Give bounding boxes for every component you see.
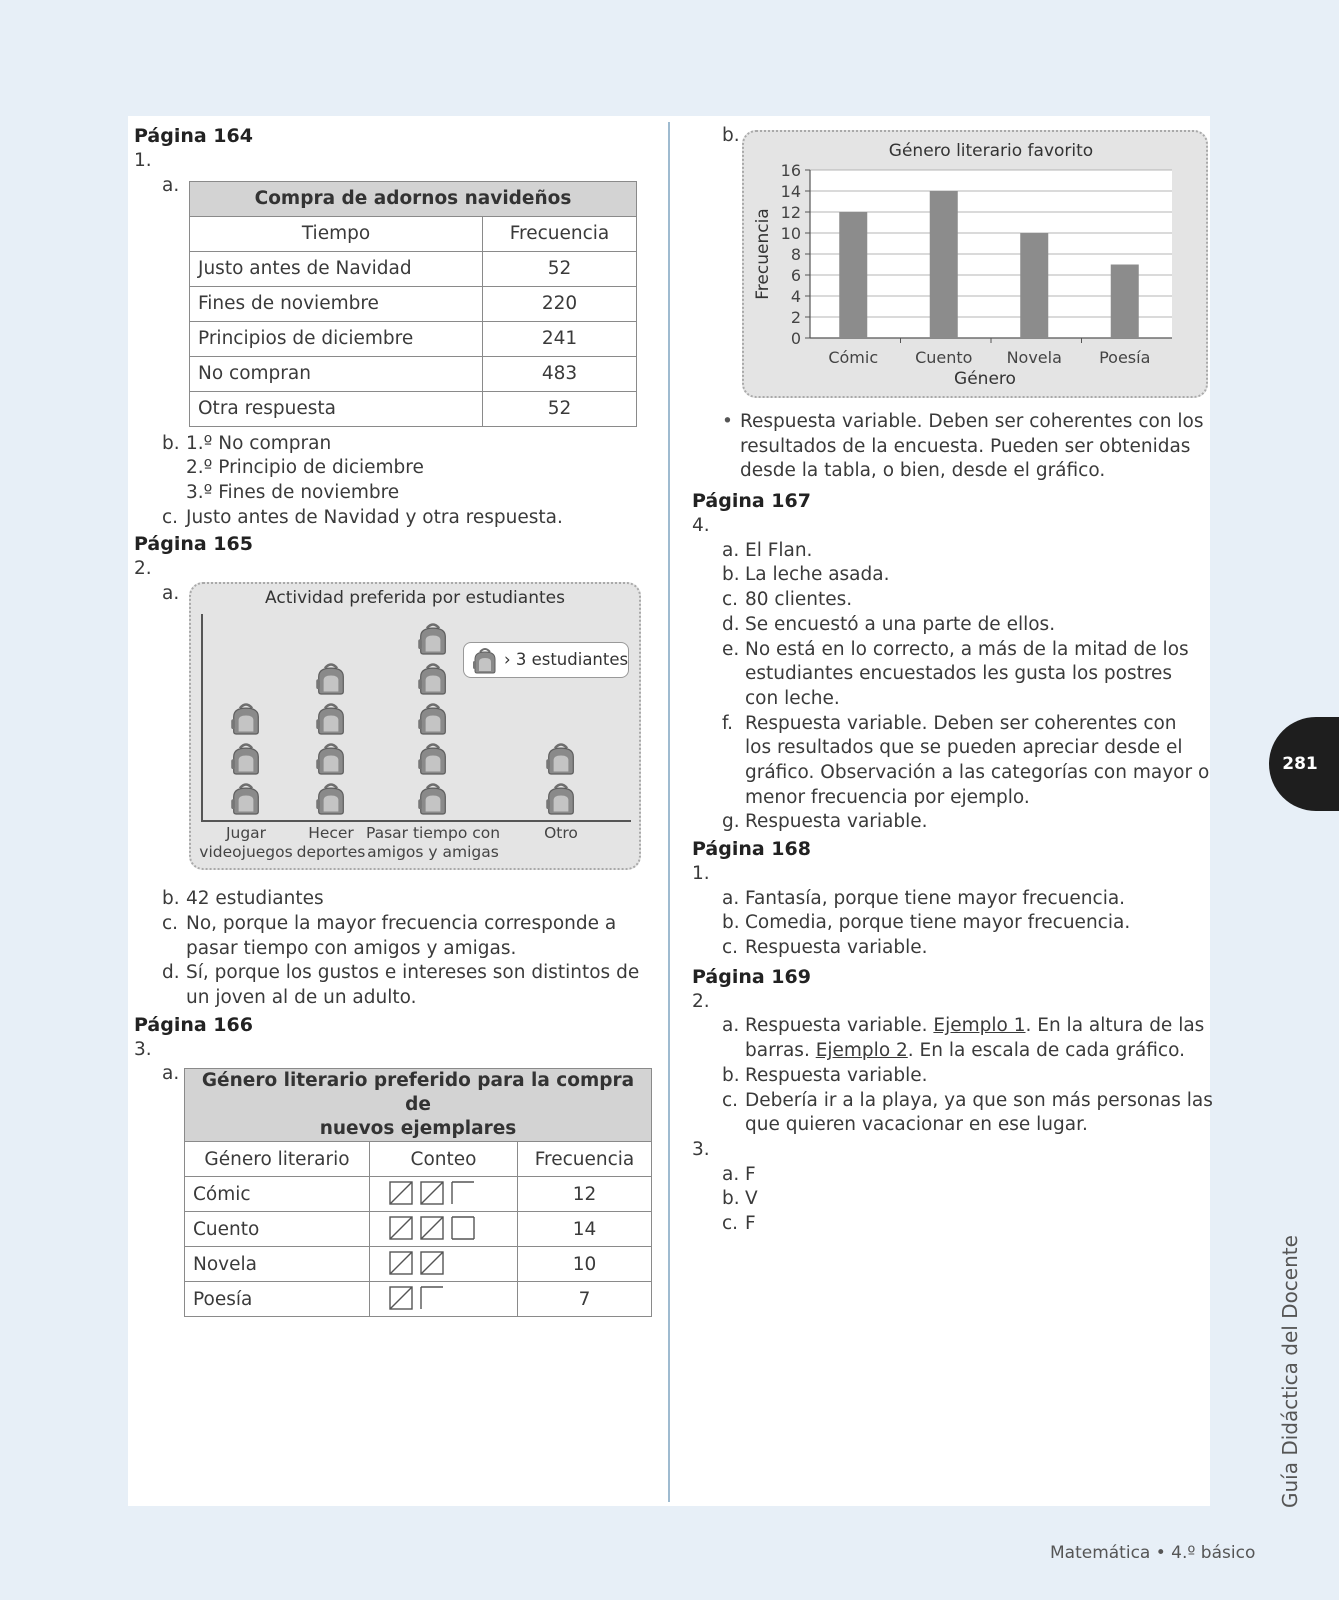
backpack-icon bbox=[230, 700, 262, 740]
backpack-icon bbox=[545, 780, 577, 820]
item-label: c. bbox=[722, 1089, 739, 1111]
answer-text: Respuesta variable. bbox=[745, 937, 928, 959]
item-label: a. bbox=[722, 887, 740, 909]
tally-marks bbox=[370, 1177, 518, 1212]
list-item bbox=[692, 563, 1202, 588]
item-label: b. bbox=[722, 912, 740, 934]
backpack-icon bbox=[315, 660, 347, 700]
table-adornos bbox=[189, 181, 637, 427]
page-number-tab: 281 bbox=[1269, 717, 1339, 811]
table-row: Cuento 14 bbox=[185, 1212, 652, 1247]
category-label: Jugar videojuegos bbox=[199, 824, 293, 862]
answer-text: 42 estudiantes bbox=[186, 888, 324, 910]
answer-text: F bbox=[745, 1163, 756, 1185]
p165-a bbox=[134, 582, 654, 887]
bar bbox=[930, 191, 958, 338]
backpack-icon bbox=[230, 780, 262, 820]
answer-text: barras. Ejemplo 2. En la escala de cada gráfico. bbox=[745, 1040, 1185, 1062]
bullet: • bbox=[722, 411, 733, 432]
x-tick-label: Cómic bbox=[828, 348, 879, 367]
p166-a bbox=[134, 1062, 654, 1312]
table-row: Justo antes de Navidad 52 bbox=[190, 251, 637, 286]
p166-b bbox=[692, 124, 1202, 398]
backpack-icon bbox=[417, 620, 449, 660]
bar bbox=[1111, 265, 1139, 339]
example-link: Ejemplo 2 bbox=[815, 1040, 908, 1062]
backpack-icon bbox=[417, 700, 449, 740]
answer-text: con leche. bbox=[745, 687, 840, 709]
answer-text: 3.º Fines de noviembre bbox=[186, 482, 400, 504]
item-number: 4. bbox=[692, 515, 710, 537]
answer-text: Sí, porque los gustos e intereses son distintos de bbox=[186, 962, 640, 984]
item-label: e. bbox=[722, 638, 740, 660]
y-tick-label: 0 bbox=[790, 329, 801, 348]
backpack-icon bbox=[417, 740, 449, 780]
answer-text: resultados de la encuesta. Pueden ser obtenidas bbox=[740, 435, 1191, 457]
item-label: a. bbox=[162, 174, 180, 196]
item-label: c. bbox=[722, 937, 739, 959]
left-column bbox=[134, 124, 654, 1312]
item-label: c. bbox=[722, 1212, 739, 1234]
answer-text: 2.º Principio de diciembre bbox=[186, 457, 424, 479]
list-item bbox=[692, 911, 1202, 936]
item-label: c. bbox=[162, 506, 179, 528]
list-item bbox=[692, 539, 1202, 564]
table-header: Frecuencia bbox=[518, 1142, 652, 1177]
p164-a bbox=[134, 174, 654, 432]
list-item bbox=[692, 736, 1202, 761]
x-tick-label: Poesía bbox=[1099, 348, 1151, 367]
item-number: 1. bbox=[134, 150, 152, 171]
backpack-icon bbox=[315, 780, 347, 820]
heading-p166: Página 166 bbox=[134, 1013, 253, 1036]
y-tick-label: 2 bbox=[790, 308, 801, 327]
backpack-icon bbox=[315, 700, 347, 740]
answer-text: 80 clientes. bbox=[745, 589, 853, 611]
bar-chart-svg bbox=[744, 132, 1206, 396]
list-item bbox=[692, 613, 1202, 638]
table-caption: Género literario preferido para la compra de nuevos ejemplares bbox=[185, 1069, 652, 1142]
category-label: Hecer deportes bbox=[296, 824, 366, 862]
answer-text: Comedia, porque tiene mayor frecuencia. bbox=[745, 912, 1131, 934]
x-tick-label: Novela bbox=[1006, 348, 1062, 367]
item-label: d. bbox=[722, 613, 740, 635]
table-row: Cómic 12 bbox=[185, 1177, 652, 1212]
pictograph-chart bbox=[189, 582, 641, 870]
answer-text: pasar tiempo con amigos y amigas. bbox=[186, 937, 517, 959]
x-tick-label: Cuento bbox=[915, 348, 973, 367]
item-number: 2. bbox=[692, 990, 710, 1012]
p167-items bbox=[692, 539, 1210, 835]
item-label: b. bbox=[162, 432, 180, 454]
right-column bbox=[692, 124, 1213, 1237]
list-item bbox=[692, 936, 1202, 961]
y-axis-label: Frecuencia bbox=[753, 208, 773, 300]
p169-3-items bbox=[692, 1163, 1202, 1237]
item-label: b. bbox=[722, 1188, 740, 1210]
backpack-icon bbox=[545, 740, 577, 780]
legend-text: › 3 estudiantes bbox=[504, 650, 629, 670]
table-row: Fines de noviembre 220 bbox=[190, 286, 637, 321]
item-label: b. bbox=[162, 888, 180, 910]
tally-icon bbox=[378, 1283, 508, 1311]
item-label: a. bbox=[722, 1163, 740, 1185]
table-row: Otra respuesta 52 bbox=[190, 391, 637, 426]
answer-text: gráfico. Observación a las categorías con mayor o bbox=[745, 761, 1210, 783]
backpack-icon bbox=[315, 740, 347, 780]
item-label: a. bbox=[162, 583, 180, 605]
backpack-icon bbox=[417, 660, 449, 700]
answer-text: Justo antes de Navidad y otra respuesta. bbox=[186, 506, 563, 528]
bar bbox=[1020, 233, 1048, 338]
table-row: Poesía 7 bbox=[185, 1282, 652, 1317]
answer-text: que quieren vacacionar en ese lugar. bbox=[745, 1114, 1088, 1136]
list-item bbox=[692, 1212, 1202, 1237]
example-link: Ejemplo 1 bbox=[933, 1015, 1026, 1037]
heading-p165: Página 165 bbox=[134, 533, 253, 556]
list-item bbox=[692, 761, 1210, 786]
table-genero bbox=[184, 1068, 652, 1317]
answer-text: V bbox=[745, 1188, 758, 1210]
answer-text: Debería ir a la playa, ya que son más personas las bbox=[745, 1089, 1213, 1111]
answer-text: Respuesta variable. bbox=[745, 1064, 928, 1086]
y-tick-label: 8 bbox=[790, 245, 801, 264]
table-header: Conteo bbox=[370, 1142, 518, 1177]
tally-marks bbox=[370, 1282, 518, 1317]
bar bbox=[839, 212, 867, 338]
table-row: Principios de diciembre 241 bbox=[190, 321, 637, 356]
item-label: b. bbox=[722, 564, 740, 586]
p168-items bbox=[692, 887, 1202, 961]
answer-text: 1.º No compran bbox=[186, 432, 332, 454]
item-number: 1. bbox=[692, 863, 710, 884]
answer-text: Respuesta variable. Deben ser coherentes con los bbox=[740, 411, 1204, 432]
list-item bbox=[692, 687, 1202, 712]
table-header: Tiempo bbox=[190, 216, 483, 251]
list-item bbox=[692, 638, 1202, 663]
list-item bbox=[692, 810, 1202, 835]
item-number: 2. bbox=[134, 558, 152, 580]
item-number: 3. bbox=[692, 1138, 710, 1160]
answer-text: un joven al de un adulto. bbox=[186, 986, 417, 1008]
tally-icon bbox=[378, 1178, 508, 1206]
table-header: Frecuencia bbox=[483, 216, 637, 251]
item-label: c. bbox=[722, 589, 739, 611]
item-number: 3. bbox=[134, 1038, 152, 1060]
side-label: Guía Didáctica del Docente bbox=[1278, 1235, 1302, 1508]
item-label: b. bbox=[722, 1064, 740, 1086]
answer-text: Se encuestó a una parte de ellos. bbox=[745, 613, 1056, 635]
table-row: Novela 10 bbox=[185, 1247, 652, 1282]
item-label: g. bbox=[722, 811, 740, 833]
answer-text: F bbox=[745, 1212, 756, 1234]
table-row: No compran 483 bbox=[190, 356, 637, 391]
answer-text: Respuesta variable. Deben ser coherentes con bbox=[745, 712, 1177, 734]
table-caption: Compra de adornos navideños bbox=[190, 181, 637, 216]
list-item bbox=[692, 1187, 1202, 1212]
y-tick-label: 4 bbox=[790, 287, 801, 306]
answer-text: menor frecuencia por ejemplo. bbox=[745, 786, 1030, 808]
backpack-icon bbox=[472, 646, 498, 678]
tally-icon bbox=[378, 1213, 508, 1241]
item-label: c. bbox=[162, 912, 179, 934]
list-item bbox=[692, 662, 1202, 687]
y-tick-label: 10 bbox=[780, 224, 801, 243]
heading-p169: Página 169 bbox=[692, 965, 811, 988]
answer-text: El Flan. bbox=[745, 539, 813, 561]
y-tick-label: 16 bbox=[780, 161, 801, 180]
answer-text: No, porque la mayor frecuencia corresponde a bbox=[186, 912, 617, 934]
item-label: b. bbox=[722, 125, 740, 146]
y-tick-label: 14 bbox=[780, 182, 801, 201]
tally-marks bbox=[370, 1247, 518, 1282]
list-item bbox=[692, 712, 1202, 737]
category-label: Pasar tiempo con amigos y amigas bbox=[365, 824, 501, 862]
heading-p164: Página 164 bbox=[134, 125, 253, 147]
footer: Matemática • 4.º básico bbox=[1050, 1543, 1256, 1563]
answer-text: No está en lo correcto, a más de la mitad de los bbox=[745, 638, 1189, 660]
legend bbox=[463, 642, 629, 678]
answer-text: Respuesta variable. bbox=[745, 811, 928, 833]
item-label: f. bbox=[722, 712, 734, 734]
answer-text: estudiantes encuestados les gusta los postres bbox=[745, 663, 1173, 685]
heading-p168: Página 168 bbox=[692, 838, 811, 860]
heading-p167: Página 167 bbox=[692, 490, 811, 513]
backpack-icon bbox=[230, 740, 262, 780]
y-tick-label: 12 bbox=[780, 203, 801, 222]
item-label: a. bbox=[722, 539, 740, 561]
item-label: a. bbox=[162, 1063, 180, 1085]
list-item bbox=[692, 1163, 1202, 1188]
tally-icon bbox=[378, 1248, 508, 1276]
answer-text: Respuesta variable. Ejemplo 1. En la altura de las bbox=[745, 1015, 1205, 1037]
category-label: Otro bbox=[544, 824, 578, 843]
list-item bbox=[692, 588, 1202, 613]
chart-title: Género literario favorito bbox=[888, 141, 1094, 161]
bar-chart bbox=[742, 130, 1208, 398]
column-divider bbox=[668, 122, 670, 1502]
chart-title: Actividad preferida por estudiantes bbox=[265, 588, 565, 609]
answer-text: los resultados que se pueden apreciar desde el bbox=[745, 737, 1183, 759]
y-tick-label: 6 bbox=[790, 266, 801, 285]
tally-marks bbox=[370, 1212, 518, 1247]
list-item bbox=[692, 887, 1202, 912]
backpack-icon bbox=[417, 780, 449, 820]
answer-text: Fantasía, porque tiene mayor frecuencia. bbox=[745, 887, 1126, 909]
x-axis-label: Género bbox=[954, 369, 1016, 389]
item-label: d. bbox=[162, 962, 180, 984]
answer-text: La leche asada. bbox=[745, 564, 890, 586]
item-label: a. bbox=[722, 1015, 740, 1037]
list-item bbox=[692, 786, 1202, 811]
table-header: Género literario bbox=[185, 1142, 370, 1177]
answer-text: desde la tabla, o bien, desde el gráfico. bbox=[740, 460, 1106, 482]
